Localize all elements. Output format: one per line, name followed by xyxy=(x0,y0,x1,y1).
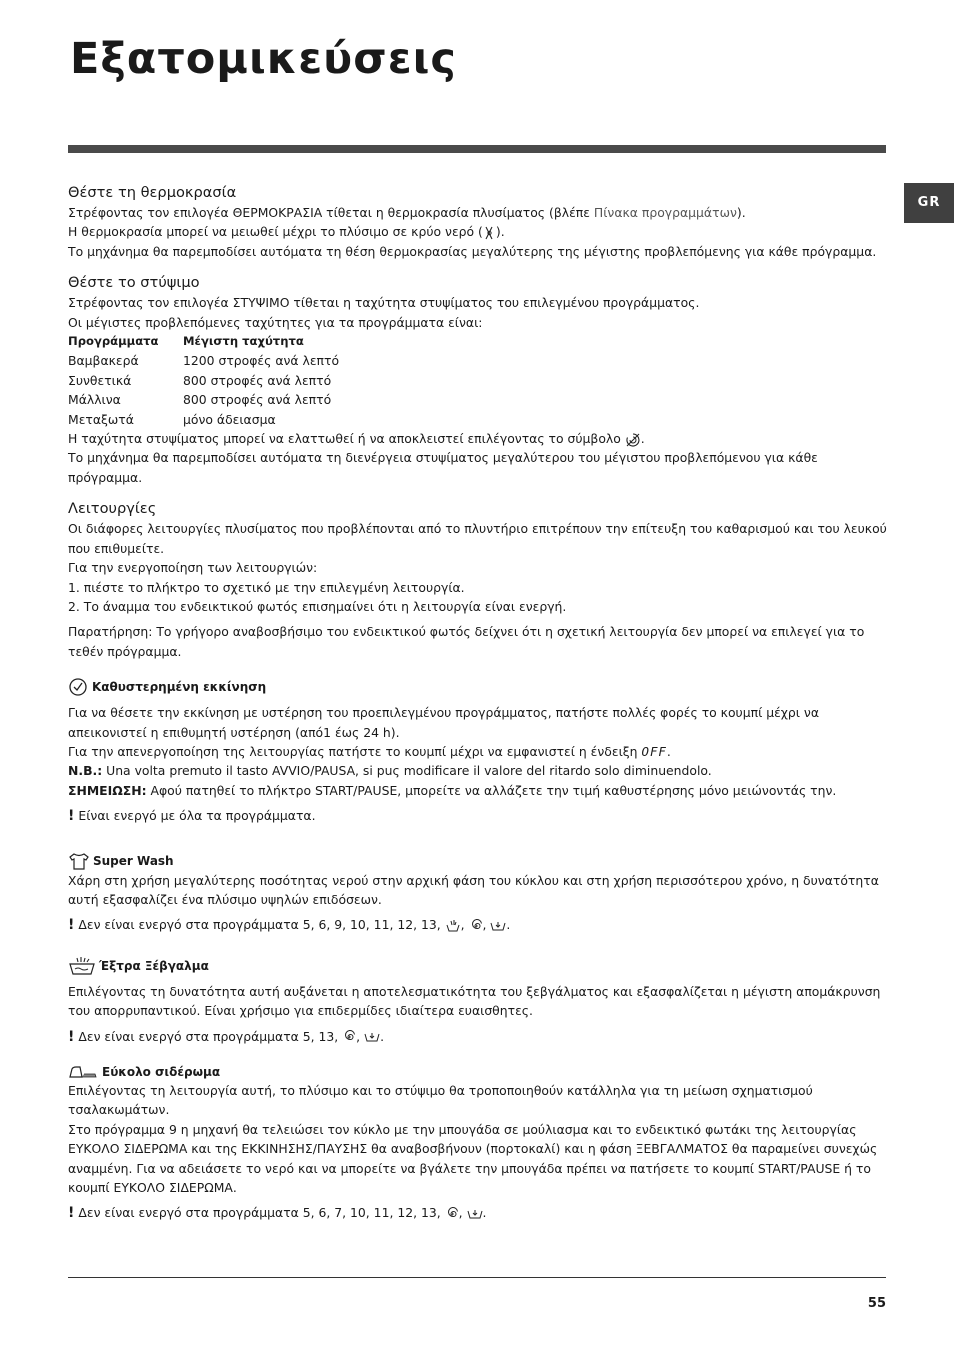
superwash-heading: Super Wash xyxy=(93,853,174,868)
text: Είναι ενεργό με όλα τα προγράμματα. xyxy=(78,808,316,824)
easy-iron-heading: Εύκολο σιδέρωμα xyxy=(102,1065,221,1079)
functions-intro: Οι διάφορες λειτουργίες πλυσίματος που προβλέπονται από το πλυντήριο επιτρέπουν την επίτευξη του καθαρισμού και του λευκού που επιθυμείτε. xyxy=(68,521,887,556)
text: . xyxy=(640,431,645,447)
spin-line3 xyxy=(68,429,888,448)
main-content xyxy=(68,183,888,1230)
table-header: Μέγιστη ταχύτητα xyxy=(183,334,304,349)
superwash-title xyxy=(68,851,888,871)
nb-label: N.B.: xyxy=(68,763,103,779)
extra-rinse-section xyxy=(68,956,888,1047)
spiral-icon xyxy=(342,1030,356,1044)
functions-note: Παρατήρηση: Το γρήγορο αναβοσβήσιμο του ενδεικτικού φωτός δείχνει ότι η σχετική λειτουργία δεν μπορεί να επιλεγεί για το τεθέν πρόγραμμα. xyxy=(68,624,865,659)
text: Στρέφοντας τον επιλογέα ΘΕΡΜΟΚΡΑΣΙΑ τίθεται η θερμοκρασία πλυσίματος (βλέπε xyxy=(68,205,594,220)
delayed-start-title xyxy=(68,677,888,697)
cold-water-icon xyxy=(483,225,496,241)
temperature-line3: Το μηχάνημα θα παρεμποδίσει αυτόματα τη θέση θερμοκρασίας μεγαλύτερης της μέγιστης προβλεπόμενης για κάθε πρόγραμμα. xyxy=(68,243,877,259)
table-cell: Βαμβακερά xyxy=(68,353,139,369)
table-cell: 1200 στροφές ανά λεπτό xyxy=(183,353,340,369)
spiral-icon xyxy=(445,1207,459,1221)
note-label: ΣΗΜΕΙΩΣΗ: xyxy=(68,782,147,798)
extra-rinse-line1: Επιλέγοντας τη δυνατότητα αυτή αυξάνεται η αποτελεσματικότητα του ξεβγάλματος και εξασφαλίζεται η μέγιστη απομάκρυνση του απορρυπαντικού. Είναι χρήσιμο για επιδερμίδες ιδιαίτερα ευαισθητες. xyxy=(68,983,881,1019)
text: Η ταχύτητα στυψίματος μπορεί να ελαττωθεί ή να αποκλειστεί επιλέγοντας το σύμβολο xyxy=(68,431,625,447)
functions-section xyxy=(68,499,888,661)
text: Δεν είναι ενεργό στα προγράμματα 5, 6, 7, 10, 11, 12, 13, xyxy=(78,1205,445,1221)
basin-icon xyxy=(467,1208,483,1220)
text: Αφού πατηθεί το πλήκτρο START/PAUSE, μπορείτε να αλλάζετε την τιμή καθυστέρησης μόνο μειώνοντάς την. xyxy=(146,782,837,798)
superwash-line1: Χάρη στη χρήση μεγαλύτερης ποσότητας νερού στην αρχική φάση του κύκλου και στη χρήση περισσότερου χρόνο, η δυνατότητα αυτή εξασφαλίζει ένα πλύσιμο υψηλών επιδόσεων. xyxy=(68,872,879,907)
text: ). xyxy=(495,224,505,240)
temperature-line1 xyxy=(68,203,888,222)
text: . xyxy=(380,1028,385,1044)
basin-icon xyxy=(364,1031,380,1043)
program-table-link[interactable]: Πίνακα προγραμμάτων xyxy=(593,205,737,220)
text: Δεν είναι ενεργό στα προγράμματα 5, 13, xyxy=(78,1028,343,1044)
footer-rule xyxy=(68,1277,886,1278)
language-tab: GR xyxy=(904,183,954,223)
extra-rinse-heading: Έξτρα Ξέβγαλμα xyxy=(99,958,209,973)
temperature-line2 xyxy=(68,222,888,241)
superwash-warning: ! Δεν είναι ενεργό στα προγράμματα 5, 6, 9, 10, 11, 12, 13, , , . xyxy=(68,917,511,934)
text: . xyxy=(506,917,511,933)
off-indicator: OFF xyxy=(641,743,667,759)
table-cell: 800 στροφές ανά λεπτό xyxy=(183,392,332,408)
page-number: 55 xyxy=(867,1296,886,1311)
warning-icon: ! xyxy=(68,917,75,934)
spin-line4: Το μηχάνημα θα παρεμποδίσει αυτόματα τη διενέργεια στυψίματος μεγαλύτερου του μέγιστου προβλεπόμενου για κάθε πρόγραμμα. xyxy=(68,450,818,485)
easy-iron-section xyxy=(68,1063,888,1224)
spin-section xyxy=(68,273,888,487)
table-cell: Συνθετικά xyxy=(68,372,132,388)
temperature-section xyxy=(68,183,888,261)
basin-icon xyxy=(490,920,506,932)
easy-iron-title xyxy=(68,1063,888,1081)
easy-iron-line1: Επιλέγοντας τη λειτουργία αυτή, το πλύσιμο και το στύψιμο θα τροποποιηθούν κατάλληλα για τη μείωση σχηματισμού τσαλακωμάτων. xyxy=(68,1083,813,1118)
spiral-icon xyxy=(469,919,483,933)
text: . xyxy=(666,743,671,759)
extra-rinse-title xyxy=(68,956,888,976)
table-header: Προγράμματα xyxy=(68,334,159,349)
spin-line2: Οι μέγιστες προβλεπόμενες ταχύτητες για τα προγράμματα είναι: xyxy=(68,314,483,330)
delayed-start-heading: Καθυστερημένη εκκίνηση xyxy=(92,680,267,695)
rinse-basin-icon xyxy=(68,956,96,976)
no-spin-icon xyxy=(625,432,641,448)
temperature-heading: Θέστε τη θερμοκρασία xyxy=(68,184,237,201)
iron-icon xyxy=(68,1065,98,1079)
tshirt-icon xyxy=(68,851,90,871)
text: Για την απενεργοποίηση της λειτουργίας πατήστε το κουμπί μέχρι να εμφανιστεί η ένδειξη xyxy=(68,743,642,759)
table-cell: Μάλλινα xyxy=(68,392,121,408)
delayed-line2 xyxy=(68,742,888,761)
functions-step1: 1. πιέστε το πλήκτρο το σχετικό με την επιλεγμένη λειτουργία. xyxy=(68,579,465,595)
clock-icon xyxy=(68,677,88,697)
table-cell: Μεταξωτά xyxy=(68,411,134,427)
text: Δεν είναι ενεργό στα προγράμματα 5, 6, 9, 10, 11, 12, 13, xyxy=(78,917,445,933)
functions-activation: Για την ενεργοποίηση των λειτουργιών: xyxy=(68,560,318,576)
text: . xyxy=(482,1205,487,1221)
functions-step2: 2. Το άναμμα του ενδεικτικού φωτός επισημαίνει ότι η λειτουργία είναι ενεργή. xyxy=(68,598,567,614)
warning-icon: ! xyxy=(68,1205,75,1222)
delayed-nb xyxy=(68,761,888,780)
text: Una volta premuto il tasto AVVIO/PAUSA, si puς modificare il valore del ritardo solo diminuendolo. xyxy=(102,763,712,779)
easy-iron-warning: ! Δεν είναι ενεργό στα προγράμματα 5, 6, 7, 10, 11, 12, 13, , . xyxy=(68,1205,487,1222)
superwash-section xyxy=(68,851,888,936)
functions-heading: Λειτουργίες xyxy=(68,500,157,518)
warning-icon: ! xyxy=(68,808,75,825)
text: ). xyxy=(736,205,746,220)
page-title: Εξατομικεύσεις xyxy=(70,34,457,84)
easy-iron-line2: Στο πρόγραμμα 9 η μηχανή θα τελειώσει τον κύκλο με την μπουγάδα σε μούλιασμα και το ενδεικτικό φωτάκι της λειτουργίας ΕΥΚΟΛΟ ΣΙΔΕΡΩΜΑ και της ΕΚΚΙΝΗΣΗΣ/ΠΑΥΣΗΣ θα αναβοσβήνουν (πορτοκαλί) και η φάση ΞΕΒΓΑΛΜΑΤΟΣ θα παραμείνει συνεχώς αναμμένη. Για να αδειάσετε το νερό και να μπορείτε να βγάλετε την μπουγάδα πρέπει να πατήσετε το κουμπί START/PAUSE ή το κουμπί ΕΥΚΟΛΟ ΣΙΔΕΡΩΜΑ. xyxy=(68,1121,878,1196)
extra-rinse-warning: ! Δεν είναι ενεργό στα προγράμματα 5, 13, , . xyxy=(68,1028,385,1045)
text: Η θερμοκρασία μπορεί να μειωθεί μέχρι το πλύσιμο σε κρύο νερό ( xyxy=(68,224,483,240)
delayed-warning xyxy=(68,806,888,826)
delayed-start-section xyxy=(68,677,888,826)
delayed-note xyxy=(68,781,888,800)
table-cell: μόνο άδειασμα xyxy=(183,411,276,427)
header-rule xyxy=(68,145,886,153)
table-cell: 800 στροφές ανά λεπτό xyxy=(183,372,332,388)
delayed-line1: Για να θέσετε την εκκίνηση με υστέρηση του προεπιλεγμένου προγράμματος, πατήστε πολλές φορές το κουμπί μέχρι να απεικονιστεί η επιθυμητή υστέρηση (από1 έως 24 h). xyxy=(68,705,820,740)
spin-speed-table xyxy=(68,332,888,429)
warning-icon: ! xyxy=(68,1028,75,1045)
spin-line1: Στρέφοντας τον επιλογέα ΣΤΥΨΙΜΟ τίθεται η ταχύτητα στυψίματος του επιλεγμένου προγράμματος. xyxy=(68,295,700,311)
spin-heading: Θέστε το στύψιμο xyxy=(68,274,200,292)
hand-wash-icon xyxy=(445,919,461,933)
